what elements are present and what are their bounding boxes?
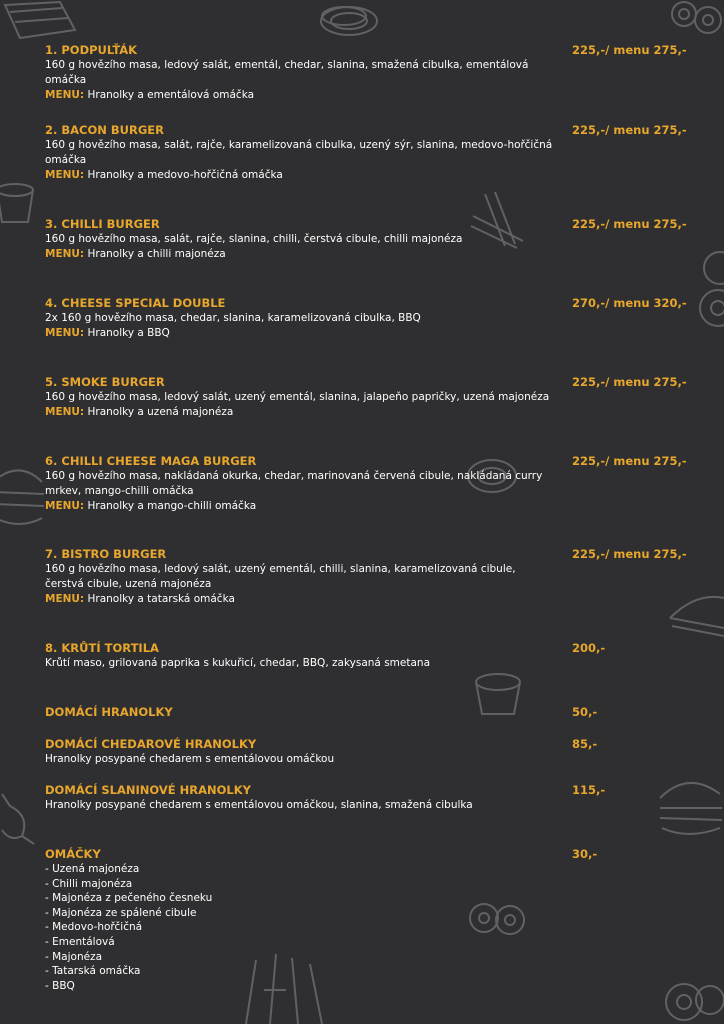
item-description: 160 g hovězího masa, ledový salát, uzený ementál, chilli, slanina, karamelizovaná cibule, čerstvá cibule, uzená majonéza — [45, 563, 516, 590]
item-title: DOMÁCÍ CHEDAROVÉ HRANOLKY — [45, 737, 257, 751]
menu-label: MENU: — [45, 406, 85, 418]
item-title: OMÁČKY — [45, 847, 101, 861]
menu-combo-text: Hranolky a ementálová omáčka — [84, 89, 255, 101]
menu-item-bistro-burger — [45, 546, 685, 607]
list-item: - BBQ — [45, 979, 75, 992]
item-price: 225,-/ menu 275,- — [572, 454, 687, 468]
cup-icon — [0, 180, 40, 230]
menu-label: MENU: — [45, 248, 85, 260]
item-price: 30,- — [572, 847, 598, 861]
sauce-bottle-icon — [0, 790, 40, 846]
sauce-list — [45, 862, 685, 993]
item-title: DOMÁCÍ HRANOLKY — [45, 705, 173, 719]
item-price: 115,- — [572, 783, 606, 797]
item-description: 160 g hovězího masa, nakládaná okurka, chedar, marinovaná červená cibule, nakládaná curry mrkev, mango-chilli omáčka — [45, 470, 543, 497]
menu-item-slaninove-hranolky — [45, 782, 685, 813]
item-description: Krůtí maso, grilovaná paprika s kukuřicí, chedar, BBQ, zakysaná smetana — [45, 657, 430, 669]
item-description: 160 g hovězího masa, salát, rajče, karamelizovaná cibulka, uzený sýr, slanina, medovo-hořčičná omáčka — [45, 139, 553, 166]
item-title: DOMÁCÍ SLANINOVÉ HRANOLKY — [45, 783, 252, 797]
menu-combo — [45, 247, 685, 262]
item-price: 225,-/ menu 275,- — [572, 217, 687, 231]
list-item: - Ementálová — [45, 935, 115, 948]
burger-icon — [0, 460, 48, 532]
menu-combo-text: Hranolky a mango-chilli omáčka — [84, 500, 257, 512]
item-title: 4. CHEESE SPECIAL DOUBLE — [45, 296, 226, 310]
list-item: - Chilli majonéza — [45, 877, 133, 890]
item-title: 3. CHILLI BURGER — [45, 217, 160, 231]
item-description: 160 g hovězího masa, ledový salát, ementál, chedar, slanina, smažená cibulka, ementálová omáčka — [45, 59, 529, 86]
item-title: 2. BACON BURGER — [45, 123, 164, 137]
item-title: 8. KRŮTÍ TORTILA — [45, 641, 159, 655]
sandwich-doodle-icon — [0, 0, 80, 45]
menu-item-cheese-special-double — [45, 295, 685, 341]
menu-label: MENU: — [45, 89, 85, 101]
menu-item-chilli-cheese-maga-burger — [45, 453, 685, 514]
menu-combo — [45, 326, 685, 341]
menu-item-domaci-hranolky — [45, 704, 685, 720]
tomato-icon — [692, 250, 724, 330]
item-price: 225,-/ menu 275,- — [572, 123, 687, 137]
list-item: - Uzená majonéza — [45, 863, 140, 875]
menu-combo — [45, 592, 685, 607]
menu-label: MENU: — [45, 327, 85, 339]
item-price: 200,- — [572, 641, 606, 655]
item-title: 6. CHILLI CHEESE MAGA BURGER — [45, 454, 257, 468]
menu-combo — [45, 88, 685, 103]
menu-item-chedarove-hranolky — [45, 736, 685, 767]
item-price: 85,- — [572, 737, 598, 751]
item-price: 225,-/ menu 275,- — [572, 375, 687, 389]
menu-combo — [45, 168, 685, 183]
item-price: 225,-/ menu 275,- — [572, 547, 687, 561]
list-item: - Majonéza ze spálené cibule — [45, 906, 197, 919]
list-item: - Majonéza z pečeného česneku — [45, 892, 213, 905]
menu-label: MENU: — [45, 169, 85, 181]
menu-combo-text: Hranolky a chilli majonéza — [84, 248, 226, 260]
item-description: 160 g hovězího masa, ledový salát, uzený ementál, slanina, jalapeňo papričky, uzená majonéza — [45, 391, 550, 403]
menu-combo — [45, 499, 685, 514]
menu-combo-text: Hranolky a BBQ — [84, 327, 170, 339]
menu-item-smoke-burger — [45, 374, 685, 420]
onion-rings-icon — [316, 2, 382, 40]
item-description: Hranolky posypané chedarem s ementálovou omáčkou — [45, 753, 335, 765]
tomato-slices-icon — [662, 0, 724, 36]
menu-label: MENU: — [45, 593, 85, 605]
menu-combo-text: Hranolky a uzená majonéza — [84, 406, 234, 418]
list-item: - Majonéza — [45, 950, 103, 963]
menu-label: MENU: — [45, 500, 85, 512]
item-description: 2x 160 g hovězího masa, chedar, slanina, karamelizovaná cibulka, BBQ — [45, 312, 421, 324]
item-price: 225,-/ menu 275,- — [572, 43, 687, 57]
item-title: 7. BISTRO BURGER — [45, 547, 167, 561]
menu-combo-text: Hranolky a medovo-hořčičná omáčka — [84, 169, 283, 181]
item-price: 50,- — [572, 705, 598, 719]
menu-combo — [45, 405, 685, 420]
item-description: Hranolky posypané chedarem s ementálovou omáčkou, slanina, smažená cibulka — [45, 799, 473, 811]
list-item: - Tatarská omáčka — [45, 965, 141, 978]
menu-item-omacky — [45, 846, 685, 993]
item-description: 160 g hovězího masa, salát, rajče, slanina, chilli, čerstvá cibule, chilli majonéza — [45, 233, 463, 245]
menu-combo-text: Hranolky a tatarská omáčka — [84, 593, 235, 605]
item-title: 1. PODPULŤÁK — [45, 43, 138, 57]
menu-item-podpultak — [45, 42, 685, 103]
menu-item-bacon-burger — [45, 122, 685, 183]
item-title: 5. SMOKE BURGER — [45, 375, 165, 389]
list-item: - Medovo-hořčičná — [45, 921, 143, 934]
item-price: 270,-/ menu 320,- — [572, 296, 687, 310]
menu-item-kruti-tortila — [45, 640, 685, 671]
menu-item-chilli-burger — [45, 216, 685, 262]
